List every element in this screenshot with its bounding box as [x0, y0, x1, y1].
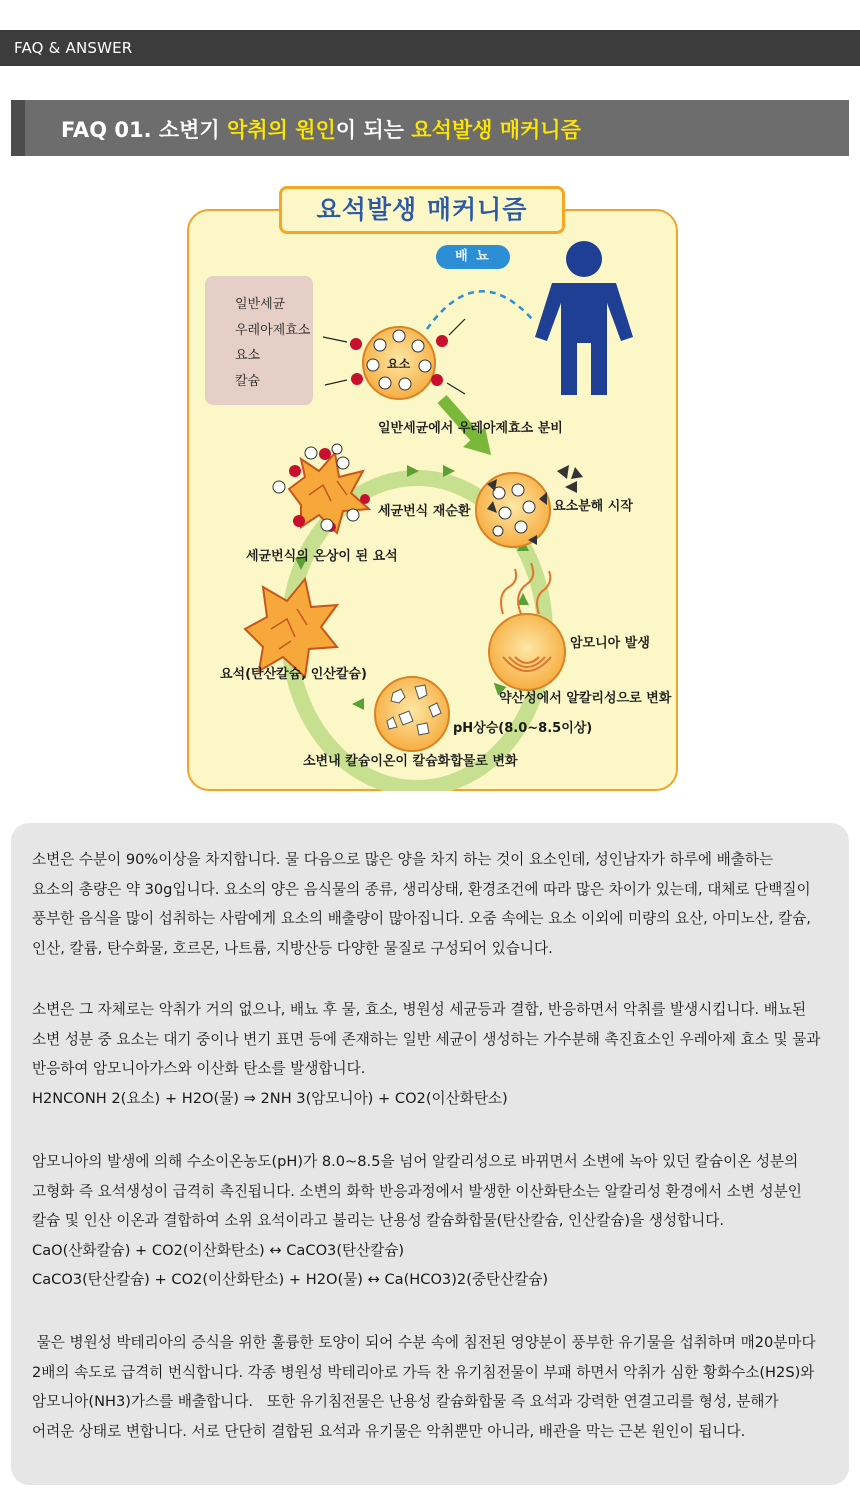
label-cycle: 세균번식 재순환	[378, 504, 471, 519]
label-decomposition: 요소분해 시작	[553, 499, 633, 514]
diagram-title: 요석발생 매커니즘	[279, 186, 565, 234]
explanation-box	[11, 823, 849, 1485]
paragraph-bacteria: 물은 병원성 박테리아의 증식을 위한 훌륭한 토양이 되어 수분 속에 침전된 영양분이 풍부한 유기물을 섭취하며 매20분마다 2배의 속도로 급격히 번식합니다. 각종 병원성 박테리아로 가득 찬 유기침전물이 부패 하면서 악취가 심한 황화수소(H2S)와 암모니아(NH3)가스를 배출합니다. 또한 유기침전물은 난용성 칼슘화합물 즉 요석과 강력한 연결고리를 형성, 분해가 어려운 상태로 변합니다. 서로 단단히 결합된 요석과 유기물은 악취뿐만 아니라, 배관을 막는 근본 원인이 됩니다.	[32, 1334, 816, 1440]
section-header-bar	[0, 30, 860, 66]
calcium-cell	[375, 677, 449, 751]
label-stone: 요석(탄산칼슘, 인산칼슘)	[220, 667, 367, 682]
paragraph-odor-generation: 소변은 그 자체로는 악취가 거의 없으나, 배뇨 후 물, 효소, 병원성 세균등과 결합, 반응하면서 악취를 발생시킵니다. 배뇨된 소변 성분 중 요소는 대기 중이나 변기 표면 등에 존재하는 일반 세균이 생성하는 가수분해 촉진효소인 우레아제 효소 및 물과 반응하여 암모니아가스와 이산화 탄소를 발생합니다. H2NCONH 2(요소) + H2O(물) ⇒ 2NH 3(암모니아) + CO2(이산화탄소)	[32, 1001, 821, 1107]
label-secretion: 일반세균에서 우레아제효소 분비	[378, 421, 563, 436]
faq-title-highlight-odor: 악취의 원인	[227, 118, 336, 142]
faq-title-bar	[11, 100, 849, 156]
label-alkaline: 약산성에서 알칼리성으로 변화	[499, 691, 672, 706]
label-calcium-change: 소변내 칼슘이온이 칼슘화합물로 변화	[303, 754, 518, 769]
faq-title	[61, 114, 581, 144]
ammonia-cell	[489, 563, 565, 690]
legend-box: 일반세균 우레아제효소 요소 칼슘	[205, 276, 313, 405]
urination-badge: 배 뇨	[436, 245, 510, 269]
person-icon	[535, 241, 633, 395]
label-breeding: 세균번식의 온상이 된 요석	[246, 549, 398, 564]
label-ph: pH상승(8.0~8.5이상)	[453, 721, 593, 736]
faq-title-middle: 이 되는	[335, 118, 412, 142]
paragraph-stone-formation: 암모니아의 발생에 의해 수소이온농도(pH)가 8.0~8.5을 넘어 알칼리성으로 바뀌면서 소변에 녹아 있던 칼슘이온 성분의 고형화 즉 요석생성이 급격히 촉진됩니다. 소변의 화학 반응과정에서 발생한 이산화탄소는 알칼리성 환경에서 소변 성분인 칼슘 및 인산 이온과 결합하여 소위 요석이라고 불리는 난용성 칼슘화합물(탄산칼슘, 인산칼슘)을 생성합니다. CaO(산화칼슘) + CO2(이산화탄소) ↔ CaCO3(탄산칼슘) CaCO3(탄산칼슘) + CO2(이산화탄소) + H2O(물) ↔ Ca(HCO3)2(중탄산칼슘)	[32, 1153, 802, 1288]
faq-title-prefix: FAQ 01. 소변기	[61, 118, 228, 142]
urea-cell-label: 요소	[387, 357, 411, 371]
urease-triangles	[557, 465, 583, 493]
urination-arc	[427, 291, 532, 329]
faq-title-highlight-mechanism: 요석발생 매커니즘	[411, 118, 581, 142]
paragraph-urine-composition: 소변은 수분이 90%이상을 차지합니다. 물 다음으로 많은 양을 차지 하는 것이 요소인데, 성인남자가 하루에 배출하는 요소의 총량은 약 30g입니다. 요소의 양은 음식물의 종류, 생리상태, 환경조건에 따라 많은 차이가 있는데, 대체로 단백질이 풍부한 음식을 많이 섭취하는 사람에게 요소의 배출량이 많아집니다. 오줌 속에는 요소 이외에 미량의 요산, 아미노산, 칼슘, 인산, 칼륨, 탄수화물, 호르몬, 나트륨, 지방산등 다양한 물질로 구성되어 있습니다.	[32, 851, 811, 957]
label-ammonia: 암모니아 발생	[570, 636, 650, 651]
section-title: FAQ & ANSWER	[14, 39, 133, 57]
